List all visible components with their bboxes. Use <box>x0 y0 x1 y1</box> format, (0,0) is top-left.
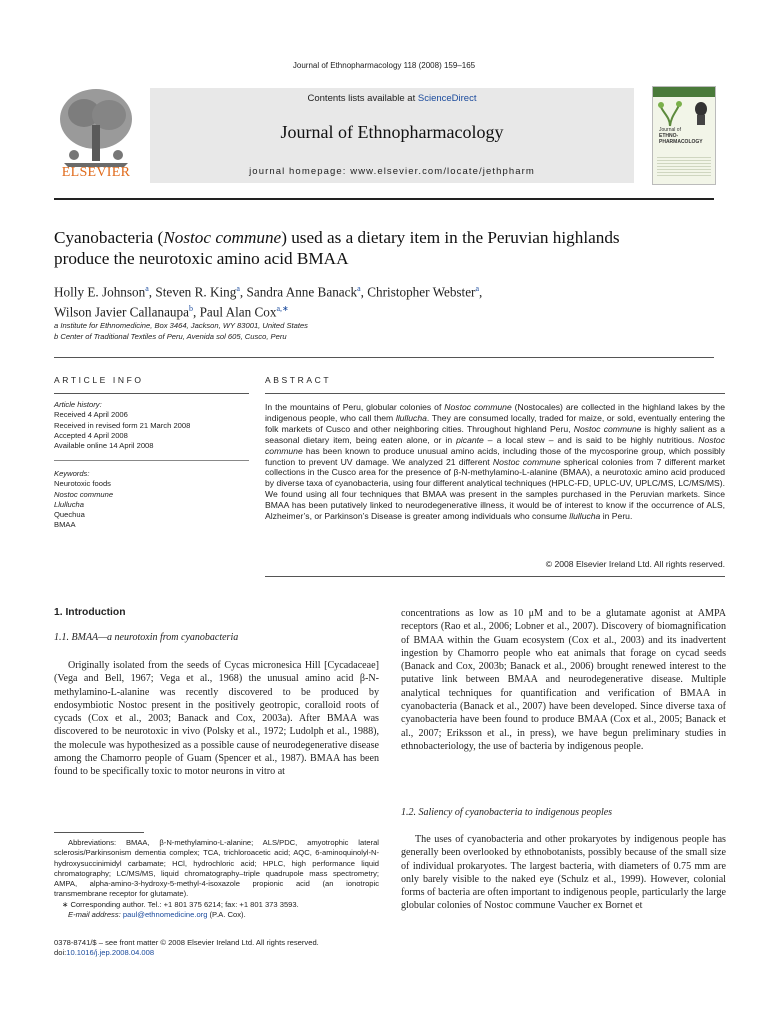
email-suffix: (P.A. Cox). <box>207 910 246 920</box>
cover-plant-icon <box>657 99 683 127</box>
elsevier-logo <box>54 85 138 183</box>
contents-line <box>150 93 634 104</box>
body-paragraph-right-2: The uses of cyanobacteria and other prokaryotes by indigenous people has generally been overlooked by ethnobotanists, possibly because of the small size of individual prokaryotes. The largest bacteria, with diameters of 0.75 mm are only barely visible to the naked eye (Schulz et al., 1999). However, colonial forms of bacteria are often important to indigenous people, particularly the large globular colonies of Nostoc commune Vaucher ex Bornet et <box>401 834 726 912</box>
author: , Paul Alan Cox <box>192 304 277 320</box>
history-received: Received 4 April 2006 <box>54 410 128 420</box>
abstract-span: in Peru. <box>600 511 633 522</box>
article-history <box>54 400 249 451</box>
journal-citation: Journal of Ethnopharmacology 118 (2008) 159–165 <box>292 61 476 70</box>
doi-label: doi: <box>54 948 67 958</box>
history-label: Article history: <box>54 400 102 409</box>
author: Wilson Javier Callanaupa <box>54 304 189 320</box>
abbreviations-footnote: Abbreviations: BMAA, β-N-methylamino-L-alanine; ALS/PDC, amyotrophic lateral sclerosis/Parkinsonism dementia complex; TCA, trichloroacetic acid; AQC, 6-aminoquinolyl-N-hydroxysuccinimidyl carbamate; HCl, hydrochloric acid; HPLC, high performance liquid chromatography; LC/MS/MS, liquid chromatography–triple quadrupole mass spectrometry; AMPA, alpha-amino-3-hydroxy-5-methyl-4-isoxazole propionic acid (an ionotropic transmembrane receptor for glutamate). <box>54 838 379 899</box>
keywords <box>54 469 249 531</box>
abstract-span: has been known to produce unusual amino acids, including those of the mycosporine group, which possibly function to prevent UV damage. We analyzed 21 different <box>265 445 725 467</box>
affiliation-a: a Institute for Ethnomedicine, Box 3464, Jackson, WY 83001, United States <box>54 321 308 330</box>
keyword: Llullucha <box>54 499 84 509</box>
body-paragraph-left: Originally isolated from the seeds of Cycas micronesica Hill [Cycadaceae] (Vega and Bell, 1967; Vega et al., 1968) the unusual amino acid β-N-methylamino-L-alanine was recently discovered to be produced by endosymbiotic Nostoc present in the positively geotropic, coralloid roots of cycads (Cox et al., 2003; Banack and Cox, 2003a). After BMAA was discovered to be neurotoxic in vivo (Polsky et al., 1972; Ludolph et al., 1988), the molecule was hypothesized as a possible cause of neurodegenerative disease among the Chamorro people of Guam (Spencer et al., 1987). BMAA has been found to be specifically toxic to motor neurons in vitro at <box>54 660 379 778</box>
title-part: produce the neurotoxic amino acid BMAA <box>54 249 349 268</box>
abstract-rule <box>265 393 725 394</box>
abstract-span: – a local stew – and is said to be highly nutritious. <box>483 434 699 445</box>
header-rule <box>54 198 714 200</box>
history-online: Available online 14 April 2008 <box>54 441 154 451</box>
author: , Christopher Webster <box>360 284 476 300</box>
abstract-bottom-rule <box>265 576 725 577</box>
article-info-heading: ARTICLE INFO <box>54 375 144 385</box>
title-species: Nostoc commune <box>163 228 282 247</box>
article-info-divider <box>54 460 249 461</box>
article-title <box>54 227 734 269</box>
email-link[interactable]: paul@ethnomedicine.org <box>122 910 208 920</box>
abstract-italic: picante <box>456 434 484 445</box>
footnote-rule <box>54 832 144 833</box>
keyword: Neurotoxic foods <box>54 479 111 489</box>
affil-mark[interactable]: a,∗ <box>276 304 289 314</box>
affiliations <box>54 321 734 342</box>
affil-mark[interactable]: a <box>145 284 149 293</box>
author-list <box>54 280 734 321</box>
abstract-italic: llullucha <box>569 511 601 522</box>
abstract-italic: Nostoc commune <box>573 423 642 434</box>
abstract-heading: ABSTRACT <box>265 375 332 385</box>
sciencedirect-link[interactable]: ScienceDirect <box>417 93 477 104</box>
abstract-text <box>265 402 725 522</box>
issn-line: 0378-8741/$ – see front matter © 2008 Elsevier Ireland Ltd. All rights reserved. <box>54 938 319 947</box>
cover-figure-icon <box>691 101 711 127</box>
doi-line <box>54 948 379 958</box>
email-footnote <box>54 910 379 920</box>
section-heading-introduction: 1. Introduction <box>54 607 126 618</box>
abstract-italic: llullucha <box>395 412 427 423</box>
author: , Steven R. King <box>148 284 237 300</box>
body-paragraph-right-1: concentrations as low as 10 μM and to be a glutamate agonist at AMPA receptors (Rao et al., 2006; Lobner et al., 2007). Discovery of biomagnification of BMAA within the Guam ecosystem (Cox et al., 2003) and its inadvertent ingestion by Chamorro people who eat animals that forage on cycad seeds (Banack and Cox, 2003b; Banack et al., 2006) brought renewed interest to the putative link between BMAA and neurodegenerative disease. Multiple analytical techniques for quantification and verification of BMAA in cyanobacteria (Banack et al., 2007) have been developed. Since diverse taxa of cyanobacteria have been found to produce BMAA (Cox et al., 2005; Banack et al., 2007; Eriksson et al., in press), we have begun preliminary studies in ethnobacteriology, the use of bacteria by indigenous people. <box>401 608 726 752</box>
corresponding-footnote: ∗ Corresponding author. Tel.: +1 801 375 6214; fax: +1 801 373 3593. <box>62 899 299 909</box>
cover-line-1: Journal of <box>659 127 681 133</box>
abstract-span: spherical colonies from 7 different market collections in the Cusco area for the presence of β-N-methylamino-L-alanine (BMAA), a neurotoxic amino acid produced by diverse taxa of cyanobacteria, using four different analytical techniques (HPLC-FD, UPLC-UV, UPLC/MS, LC/MS/MS). We found using all four techniques that BMAA was present in the samples purchased in the Peruvian markets. Since BMAA has been putatively linked to neurodegenerative illness, it would be of interest to know if the occurrence of ALS, Alzheimer’s, or Parkinson’s Disease is greater among individuals who consume <box>265 456 725 522</box>
article-info-rule <box>54 393 249 394</box>
abstract-copyright: © 2008 Elsevier Ireland Ltd. All rights reserved. <box>545 559 725 569</box>
keywords-label: Keywords: <box>54 469 90 478</box>
title-part: Cyanobacteria ( <box>54 228 164 247</box>
affil-mark[interactable]: a <box>357 284 361 293</box>
publisher-name: ELSEVIER <box>61 165 131 180</box>
abstract-span: is highly salient as a seasonal dietary item, being eaten alone, or in <box>265 423 725 445</box>
footnotes <box>54 838 379 920</box>
abstract-span: . They are consumed locally, traded for maize, or sold, eventually entering the folk markets of Cusco and other neighboring cities. Throughout highland Peru, <box>265 412 726 434</box>
subsection-heading-1-2: 1.2. Saliency of cyanobacteria to indigenous peoples <box>401 807 613 818</box>
abstract-italic: Nostoc commune <box>492 456 561 467</box>
keyword: BMAA <box>54 520 76 530</box>
journal-title: Journal of Ethnopharmacology <box>280 122 504 142</box>
abstract-span: (Nostocales) are collected in the highland lakes by the indigenous people, who call them <box>265 402 725 423</box>
keyword: Nostoc commune <box>54 489 114 499</box>
contents-prefix: Contents lists available at <box>307 93 418 104</box>
affiliation-b: b Center of Traditional Textiles of Peru, Avenida sol 605, Cusco, Peru <box>54 331 287 341</box>
journal-cover-image <box>652 86 716 185</box>
email-label: E-mail address: <box>68 910 123 920</box>
subsection-heading-1-1: 1.1. BMAA—a neurotoxin from cyanobacteria <box>54 632 239 643</box>
author: Holly E. Johnson <box>54 284 146 300</box>
cover-line-3: PHARMACOLOGY <box>659 139 703 145</box>
title-part: ) used as a dietary item in the Peruvian highlands <box>281 228 620 247</box>
author-separator: , <box>479 284 483 300</box>
affil-mark[interactable]: a <box>236 284 240 293</box>
journal-homepage[interactable]: journal homepage: www.elsevier.com/locate/jethpharm <box>249 166 535 177</box>
abstract-span: In the mountains of Peru, globular colonies of <box>265 402 445 412</box>
affil-mark[interactable]: a <box>475 284 480 293</box>
history-accepted: Accepted 4 April 2008 <box>54 430 128 440</box>
keyword: Quechua <box>54 510 85 520</box>
abstract-italic: Nostoc commune <box>265 434 725 456</box>
affil-mark[interactable]: b <box>188 304 193 314</box>
history-revised: Received in revised form 21 March 2008 <box>54 420 191 430</box>
author: , Sandra Anne Banack <box>239 284 358 300</box>
abstract-italic: Nostoc commune <box>444 402 512 412</box>
cover-line-2: ETHNO- <box>659 133 679 139</box>
issn-block <box>54 938 379 959</box>
doi-link[interactable]: 10.1016/j.jep.2008.04.008 <box>66 948 155 958</box>
section-rule <box>54 357 714 358</box>
